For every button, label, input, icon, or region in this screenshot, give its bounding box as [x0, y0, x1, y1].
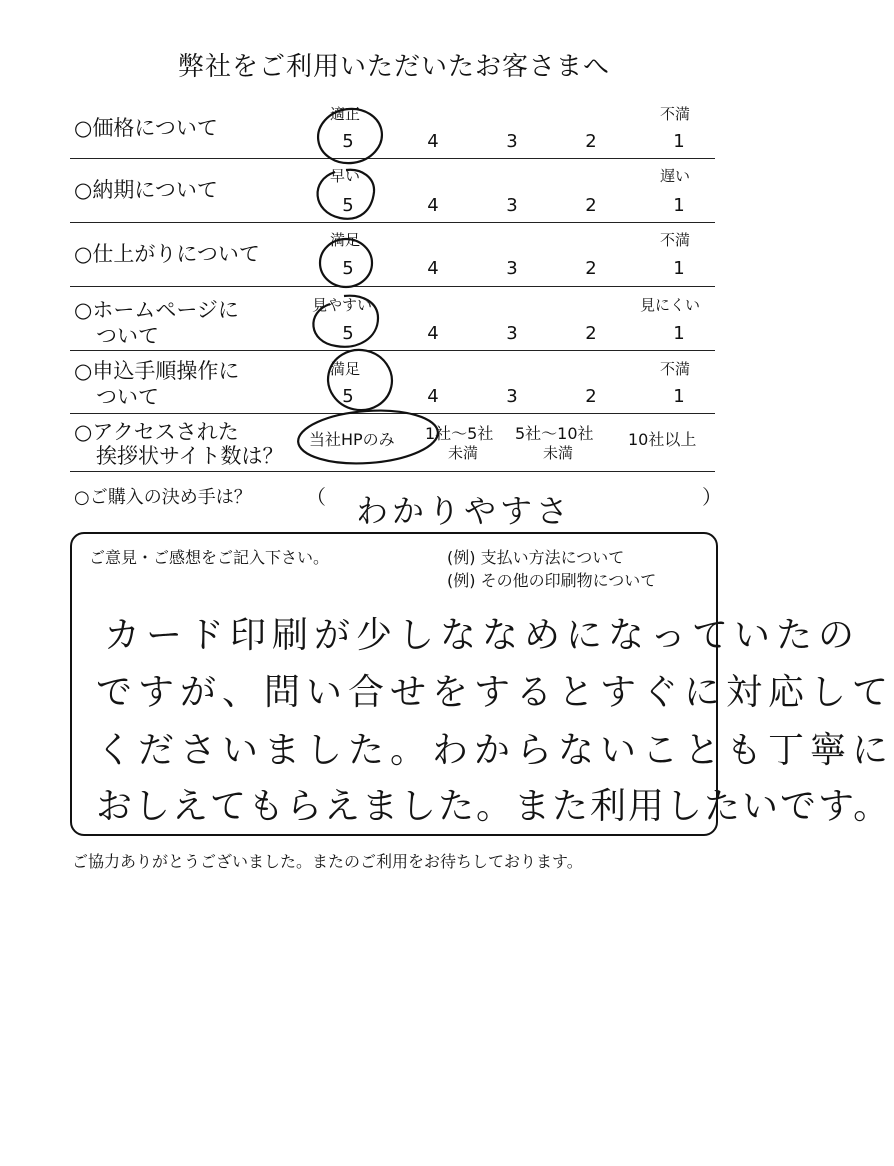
rating-5[interactable]: 5: [342, 258, 354, 279]
divider: [70, 350, 715, 351]
question-price-low: 不満: [660, 105, 691, 123]
rating-1[interactable]: 1: [673, 131, 685, 152]
sites-option-5-10-sub: 未満: [543, 444, 574, 462]
rating-5[interactable]: 5: [342, 323, 354, 344]
rating-5[interactable]: 5: [342, 386, 354, 407]
question-sites-label2: 挨拶状サイト数は？: [96, 444, 284, 468]
divider: [70, 222, 715, 223]
sites-option-1-5[interactable]: 1社～5社: [425, 424, 494, 443]
question-sites-label: ○アクセスされた: [74, 420, 239, 444]
question-procedure-low: 不満: [660, 360, 691, 378]
question-delivery-high: 早い: [330, 167, 361, 185]
rating-3[interactable]: 3: [506, 258, 518, 279]
rating-2[interactable]: 2: [585, 131, 597, 152]
question-price-high: 適正: [330, 105, 361, 123]
sites-option-own-only[interactable]: 当社HPのみ: [309, 430, 395, 449]
rating-2[interactable]: 2: [585, 323, 597, 344]
comment-line-4: おしえてもらえました。また利用したいです。: [96, 786, 892, 827]
sites-option-10-plus[interactable]: 10社以上: [628, 430, 697, 449]
rating-2[interactable]: 2: [585, 258, 597, 279]
decision-answer[interactable]: わかりやすさ: [356, 492, 573, 530]
divider: [70, 286, 715, 287]
rating-2[interactable]: 2: [585, 386, 597, 407]
rating-3[interactable]: 3: [506, 131, 518, 152]
rating-2[interactable]: 2: [585, 195, 597, 216]
page-title: 弊社をご利用いただいたお客さまへ: [177, 52, 610, 82]
comment-line-1: カード印刷が少しななめになっていたの: [104, 615, 861, 656]
question-price-label: ○価格について: [74, 116, 218, 140]
rating-1[interactable]: 1: [673, 258, 685, 279]
rating-5[interactable]: 5: [342, 131, 354, 152]
rating-4[interactable]: 4: [427, 323, 439, 344]
comment-prompt: ご意見・ご感想をご記入下さい。: [89, 548, 330, 567]
question-finish-low: 不満: [660, 231, 691, 249]
rating-4[interactable]: 4: [427, 195, 439, 216]
divider: [70, 158, 715, 159]
comment-line-2: ですが、問い合せをするとすぐに対応して: [96, 672, 894, 713]
rating-1[interactable]: 1: [673, 323, 685, 344]
decision-close-paren: ）: [702, 485, 722, 509]
rating-3[interactable]: 3: [506, 323, 518, 344]
comment-example-1: (例) 支払い方法について: [447, 548, 625, 567]
footer-thanks: ご協力ありがとうございました。またのご利用をお待ちしております。: [72, 852, 583, 871]
question-homepage-high: 見やすい: [312, 296, 373, 314]
rating-4[interactable]: 4: [427, 258, 439, 279]
rating-5[interactable]: 5: [342, 195, 354, 216]
divider: [70, 413, 715, 414]
rating-1[interactable]: 1: [673, 195, 685, 216]
sites-option-1-5-sub: 未満: [448, 444, 479, 462]
rating-3[interactable]: 3: [506, 386, 518, 407]
sites-option-5-10[interactable]: 5社～10社: [515, 424, 594, 443]
rating-4[interactable]: 4: [427, 386, 439, 407]
rating-1[interactable]: 1: [673, 386, 685, 407]
rating-4[interactable]: 4: [427, 131, 439, 152]
comment-line-3: くださいました。わからないことも丁寧に: [96, 730, 894, 771]
question-delivery-label: ○納期について: [74, 178, 218, 202]
question-procedure-label2: ついて: [96, 385, 159, 409]
rating-3[interactable]: 3: [506, 195, 518, 216]
question-delivery-low: 遅い: [660, 167, 691, 185]
question-finish-label: ○仕上がりについて: [74, 242, 260, 266]
question-homepage-label2: ついて: [96, 324, 159, 348]
comment-example-2: (例) その他の印刷物について: [447, 571, 657, 590]
question-procedure-high: 満足: [330, 360, 361, 378]
question-homepage-low: 見にくい: [640, 296, 701, 314]
question-procedure-label: ○申込手順操作に: [74, 359, 240, 383]
decision-open-paren: （: [306, 485, 326, 509]
divider: [70, 471, 715, 472]
question-decision-label: ○ご購入の決め手は？: [74, 487, 252, 508]
question-homepage-label: ○ホームページに: [74, 298, 239, 322]
question-finish-high: 満足: [330, 231, 361, 249]
